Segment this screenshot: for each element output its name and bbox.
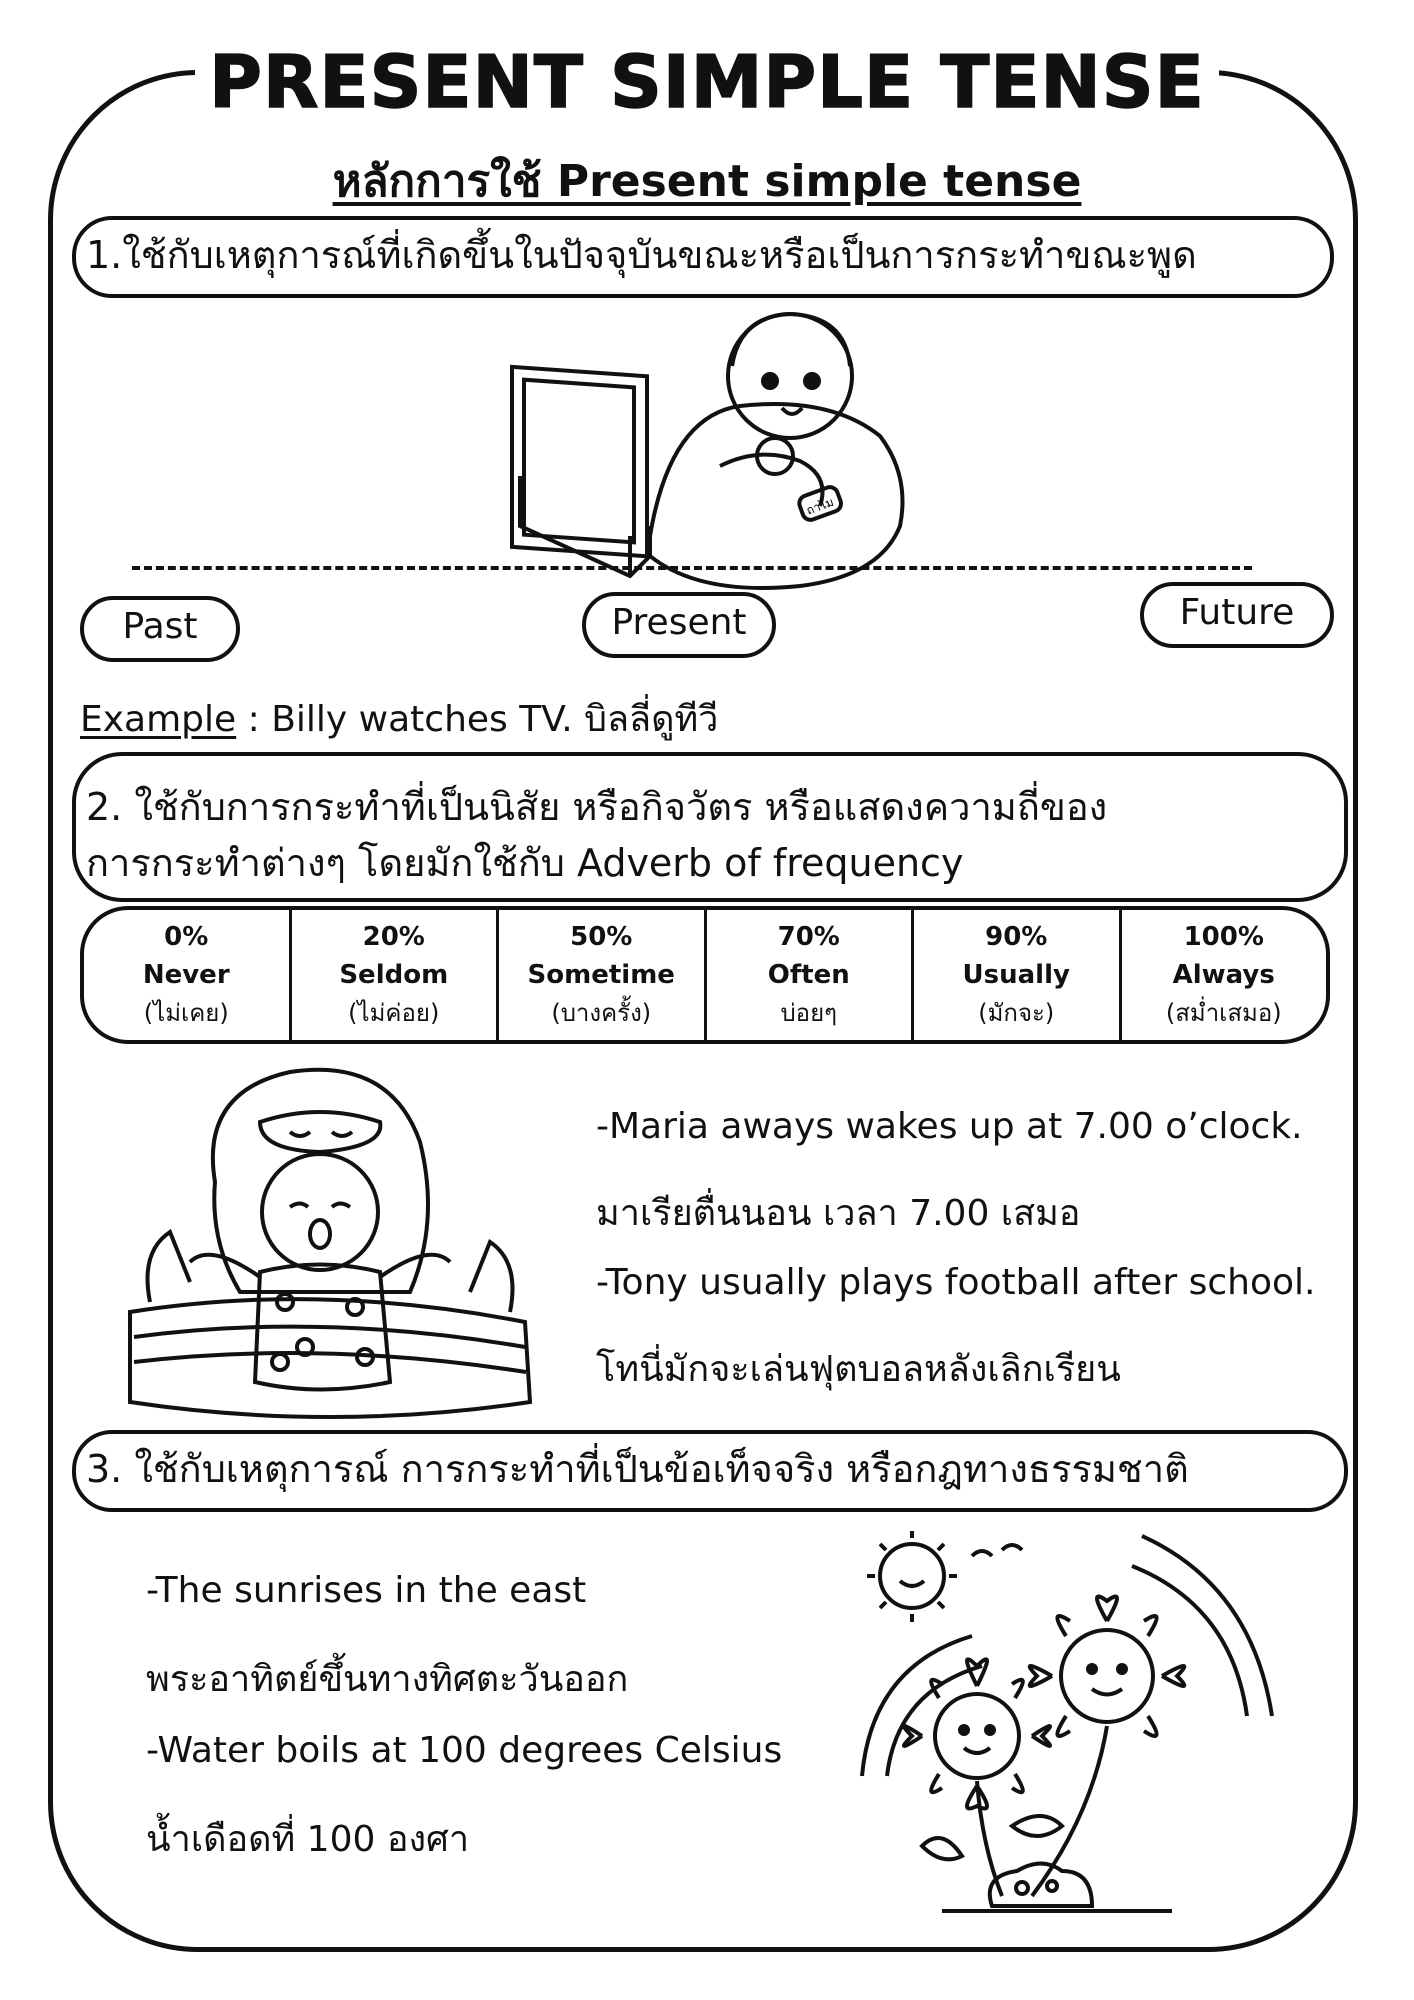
frequency-cell	[1122, 910, 1327, 1040]
frequency-thai: (มักจะ)	[978, 999, 1055, 1027]
frequency-table	[80, 906, 1330, 1044]
example3-line-3: -Water boils at 100 degrees Celsius	[146, 1730, 783, 1771]
frequency-percent: 50%	[570, 922, 633, 952]
example-line	[80, 690, 718, 747]
example2-line-2: มาเรียตื่นนอน เวลา 7.00 เสมอ	[596, 1193, 1081, 1234]
page-subtitle: หลักการใช้ Present simple tense	[332, 156, 1082, 207]
example2-line-3: -Tony usually plays football after school.	[596, 1262, 1316, 1303]
frequency-word: Seldom	[339, 960, 449, 990]
frequency-word: Always	[1172, 960, 1275, 990]
frequency-percent: 20%	[362, 922, 425, 952]
remote-label: ถาไม	[804, 494, 836, 518]
frequency-word: Never	[142, 960, 230, 990]
timeline-present: Present	[582, 592, 776, 658]
example2-line-4: โทนี่มักจะเล่นฟุตบอลหลังเลิกเรียน	[596, 1349, 1121, 1390]
sunflowers-illustration	[842, 1526, 1282, 1926]
frequency-percent: 90%	[985, 922, 1048, 952]
frequency-cell	[292, 910, 500, 1040]
frequency-thai: (ไม่ค่อย)	[348, 999, 440, 1027]
frequency-word: Often	[767, 960, 850, 990]
rule-1-text: 1.ใช้กับเหตุการณ์ที่เกิดขึ้นในปัจจุบันขณะหรือเป็นการกระทำขณะพูด	[86, 233, 1197, 277]
frequency-cell	[914, 910, 1122, 1040]
frequency-percent: 100%	[1183, 922, 1264, 952]
rule-3-text: 3. ใช้กับเหตุการณ์ การกระทำที่เป็นข้อเท็จจริง หรือกฎทางธรรมชาติ	[86, 1447, 1189, 1491]
frequency-cell	[707, 910, 915, 1040]
rule-1-box	[72, 216, 1334, 298]
frequency-thai: (ไม่เคย)	[143, 999, 229, 1027]
frequency-word: Usually	[962, 960, 1070, 990]
timeline-future: Future	[1140, 582, 1334, 648]
example-text: : Billy watches TV. บิลลี่ดูทีวี	[236, 699, 719, 740]
page-title: PRESENT SIMPLE TENSE	[0, 40, 1414, 124]
frequency-percent: 70%	[777, 922, 840, 952]
frequency-cell	[499, 910, 707, 1040]
example3-line-1: -The sunrises in the east	[146, 1570, 587, 1611]
example2-line-1: -Maria aways wakes up at 7.00 o’clock.	[596, 1106, 1303, 1147]
rule-3-box	[72, 1430, 1348, 1512]
timeline-past: Past	[80, 596, 240, 662]
frequency-cell	[84, 910, 292, 1040]
rule-2-box	[72, 752, 1348, 902]
frequency-thai: บ่อยๆ	[780, 999, 838, 1027]
example3-line-4: น้ำเดือดที่ 100 องศา	[146, 1819, 470, 1860]
frequency-thai: (สม่ำเสมอ)	[1165, 999, 1282, 1027]
frequency-percent: 0%	[164, 922, 209, 952]
rule-2-line-2: การกระทำต่างๆ โดยมักใช้กับ Adverb of frequency	[86, 841, 964, 885]
timeline-line	[132, 566, 1252, 570]
rule-2-line-1: 2. ใช้กับการกระทำที่เป็นนิสัย หรือกิจวัตร หรือแสดงความถี่ของ	[86, 785, 1108, 829]
girl-waking-up-illustration	[120, 1062, 540, 1422]
example-label: Example	[80, 699, 237, 740]
example3-line-2: พระอาทิตย์ขึ้นทางทิศตะวันออก	[146, 1659, 629, 1700]
boy-watching-tv-illustration	[500, 296, 930, 586]
frequency-word: Sometime	[527, 960, 675, 990]
frequency-thai: (บางครั้ง)	[551, 999, 652, 1027]
